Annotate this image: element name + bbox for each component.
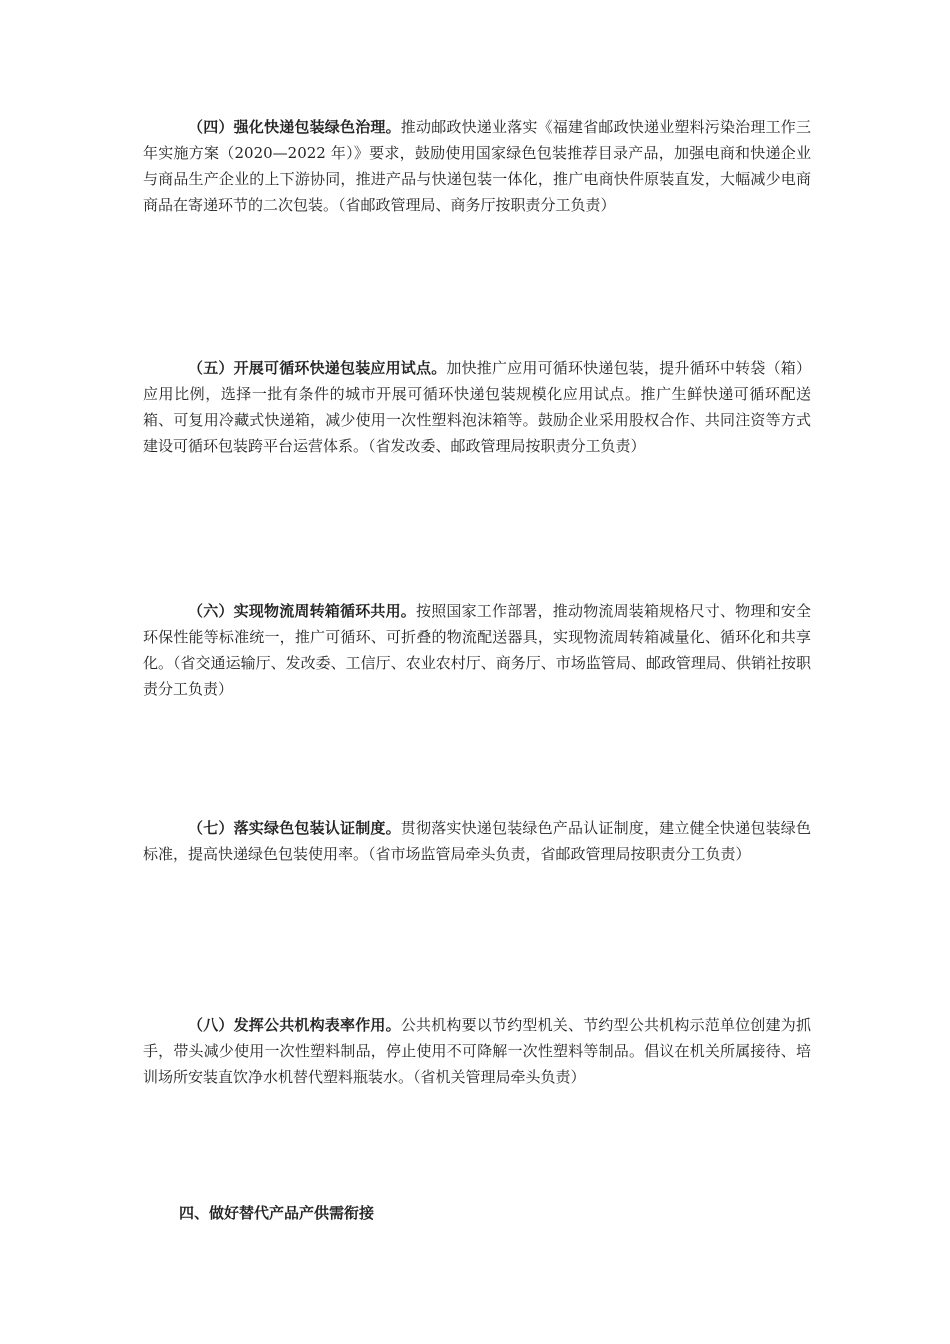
paragraph-express-packaging-governance	[143, 114, 811, 218]
paragraph-body: 加快推广应用可循环快递包装，提升循环中转袋（箱）应用比例，选择一批有条件的城市开展可循环快递包装规模化应用试点。推广生鲜快递可循环配送箱、可复用冷藏式快递箱，减少使用一次性塑料泡沫箱等。鼓励企业采用股权合作、共同注资等方式建设可循环包装跨平台运营体系。（省发改委、邮政管理局按职责分工负责）	[143, 359, 811, 455]
paragraph-green-packaging-certification	[143, 815, 811, 867]
paragraph-logistics-box-sharing	[143, 598, 811, 702]
paragraph-body: 贯彻落实快递包装绿色产品认证制度，建立健全快递包装绿色标准，提高快递绿色包装使用率。（省市场监管局牵头负责，省邮政管理局按职责分工负责）	[143, 819, 811, 863]
paragraph-body: 推动邮政快递业落实《福建省邮政快递业塑料污染治理工作三年实施方案（2020—2022 年）》要求，鼓励使用国家绿色包装推荐目录产品，加强电商和快递企业与商品生产企业的上下游协同，推进产品与快递包装一体化，推广电商快件原装直发，大幅减少电商商品在寄递环节的二次包装。（省邮政管理局、商务厅按职责分工负责）	[143, 118, 811, 214]
paragraph-recyclable-packaging-pilot	[143, 355, 811, 459]
paragraph-heading: （八）发挥公共机构表率作用。	[188, 1016, 401, 1034]
paragraph-heading: （五）开展可循环快递包装应用试点。	[188, 359, 447, 377]
paragraph-body: 公共机构要以节约型机关、节约型公共机构示范单位创建为抓手，带头减少使用一次性塑料制品，停止使用不可降解一次性塑料等制品。倡议在机关所属接待、培训场所安装直饮净水机替代塑料瓶装水。（省机关管理局牵头负责）	[143, 1016, 811, 1086]
paragraph-body: 按照国家工作部署，推动物流周装箱规格尺寸、物理和安全环保性能等标准统一，推广可循环、可折叠的物流配送器具，实现物流周转箱减量化、循环化和共享化。（省交通运输厅、发改委、工信厅、农业农村厅、商务厅、市场监管局、邮政管理局、供销社按职责分工负责）	[143, 602, 811, 698]
paragraph-public-institutions-role	[143, 1012, 811, 1090]
paragraph-heading: （六）实现物流周转箱循环共用。	[188, 602, 416, 620]
paragraph-heading: （四）强化快递包装绿色治理。	[188, 118, 401, 136]
section-title: 四、做好替代产品产供需衔接	[179, 1204, 375, 1222]
paragraph-heading: （七）落实绿色包装认证制度。	[188, 819, 401, 837]
